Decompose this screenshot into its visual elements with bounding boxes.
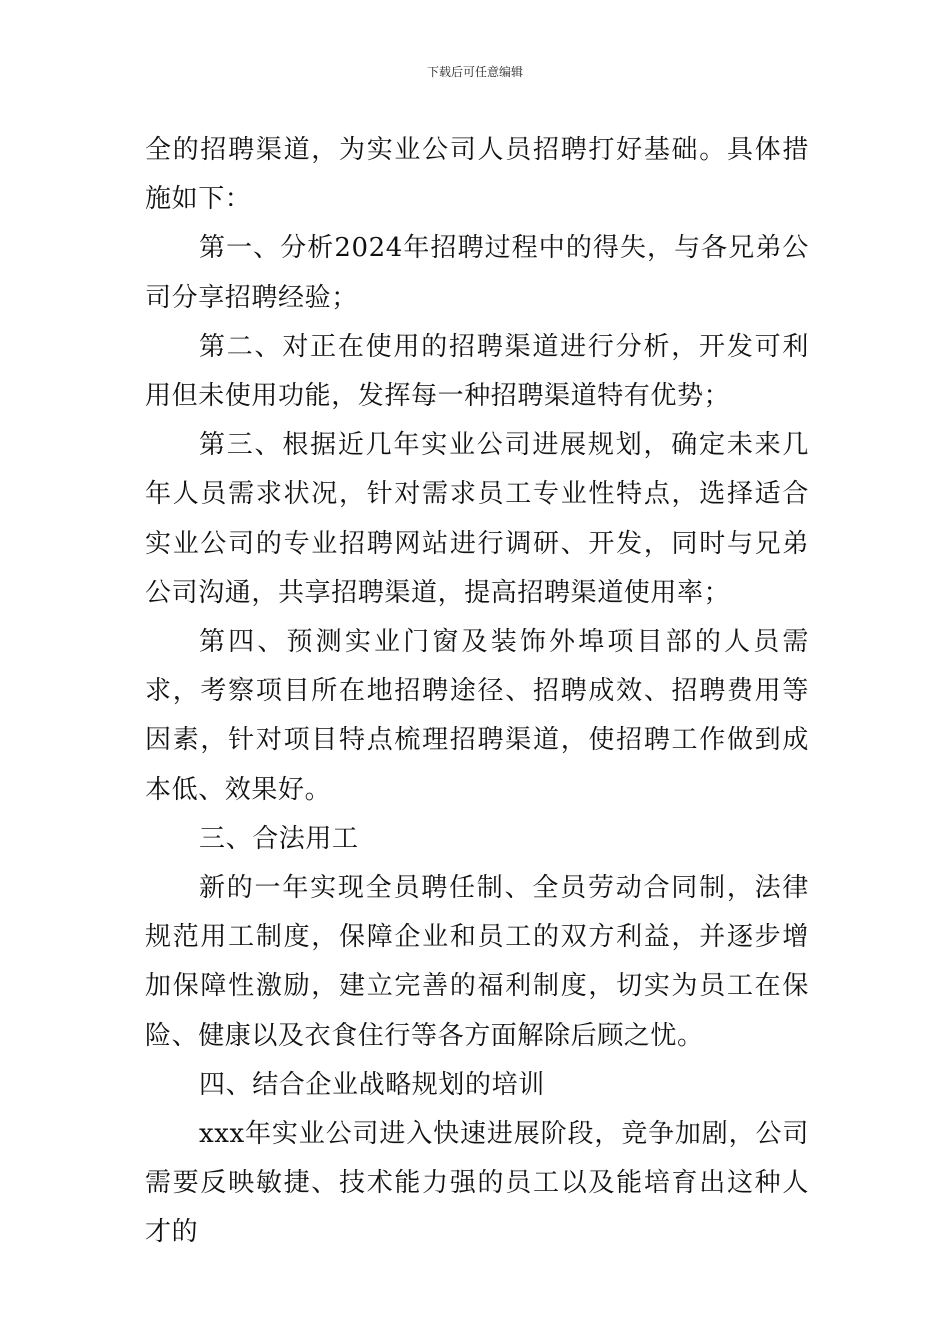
paragraph-measure-three: 第三、根据近几年实业公司进展规划，确定未来几年人员需求状况，针对需求员工专业性特点，选择适合实业公司的专业招聘网站进行调研、开发，同时与兄弟公司沟通，共享招聘渠道，提高招聘渠道使用率； [145, 430, 809, 608]
paragraph-measure-two: 第二、对正在使用的招聘渠道进行分析，开发可利用但未使用功能，发挥每一种招聘渠道特有优势； [145, 331, 809, 412]
paragraph-measure-one: 第一、分析2024年招聘过程中的得失，与各兄弟公司分享招聘经验； [145, 233, 809, 313]
paragraph-training: xxx年实业公司进入快速进展阶段，竞争加剧，公司需要反映敏捷、技术能力强的员工以及能培育出这种人才的 [145, 1119, 809, 1248]
page-header: 下载后可任意编辑 [426, 65, 523, 79]
paragraph-recruitment-channels-intro: 全的招聘渠道，为实业公司人员招聘打好基础。具体措施如下： [145, 135, 809, 215]
document-body [145, 126, 809, 1258]
paragraph-legal-employment: 新的一年实现全员聘任制、全员劳动合同制，法律规范用工制度，保障企业和员工的双方利益，并逐步增加保障性激励，建立完善的福利制度，切实为员工在保险、健康以及衣食住行等各方面解除后顾之忧。 [145, 873, 809, 1051]
paragraph-measure-four: 第四、预测实业门窗及装饰外埠项目部的人员需求，考察项目所在地招聘途径、招聘成效、招聘费用等因素，针对项目特点梳理招聘渠道，使招聘工作做到成本低、效果好。 [145, 627, 809, 805]
section-heading-training: 四、结合企业战略规划的培训 [199, 1069, 545, 1100]
section-heading-legal-employment: 三、合法用工 [199, 823, 359, 854]
